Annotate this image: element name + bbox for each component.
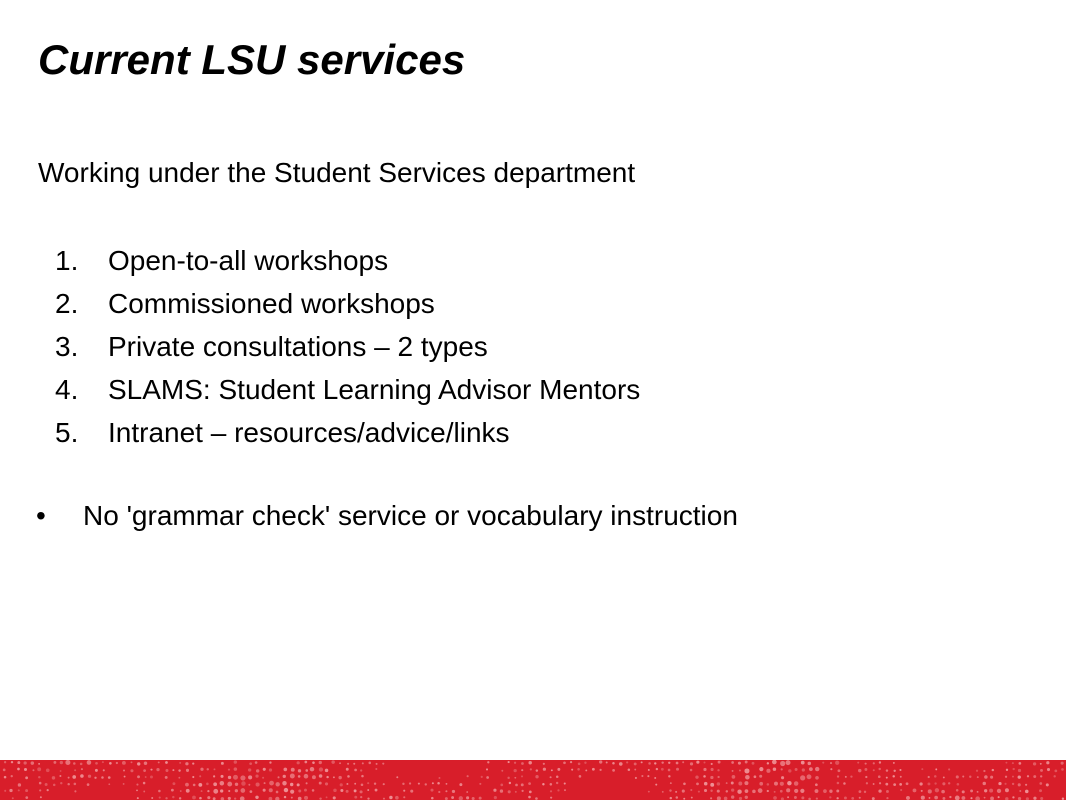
list-item-text: Open-to-all workshops [108,245,389,276]
list-item-text: Commissioned workshops [108,288,435,319]
list-item-number: 4. [55,374,79,405]
footer-decorative-band [0,760,1066,800]
bullet-marker: • [36,500,46,531]
bullet-text: No 'grammar check' service or vocabulary instruction [83,500,738,531]
list-item-text: SLAMS: Student Learning Advisor Mentors [108,374,641,405]
list-item-number: 5. [55,417,79,448]
list-item-number: 2. [55,288,79,319]
list-item-text: Intranet – resources/advice/links [108,417,510,448]
list-item-number: 3. [55,331,79,362]
slide-title: Current LSU services [38,36,466,83]
slide-subtitle: Working under the Student Services department [38,157,636,188]
list-item-text: Private consultations – 2 types [108,331,488,362]
dotted-pattern-graphic [0,760,1066,800]
bullet-item [0,494,1066,538]
list-item-number: 1. [55,245,79,276]
